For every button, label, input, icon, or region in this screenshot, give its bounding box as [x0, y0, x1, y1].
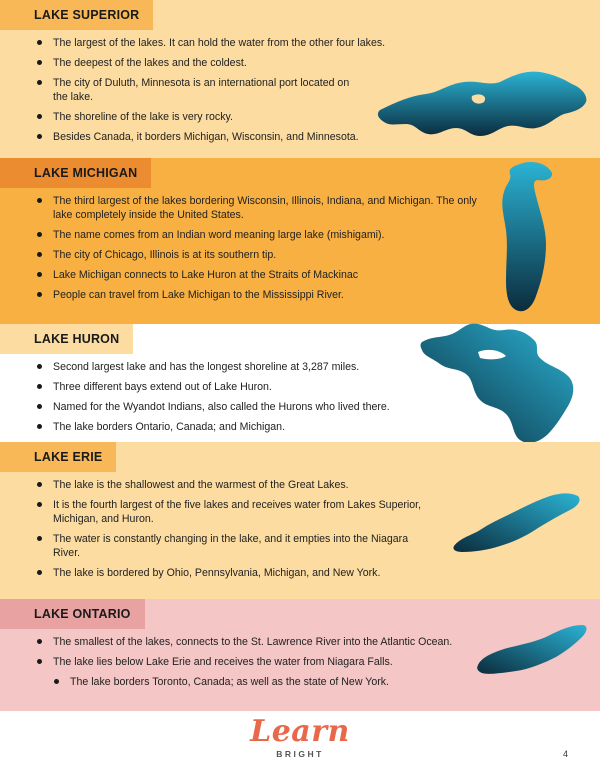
- list-item: The largest of the lakes. It can hold the water from the other four lakes.: [36, 36, 436, 50]
- page-number: 4: [562, 749, 568, 759]
- bullet-list: [36, 360, 436, 440]
- list-item: The city of Duluth, Minnesota is an international port located on the lake.: [36, 76, 353, 104]
- section-title: LAKE ERIE: [0, 442, 116, 472]
- list-item: People can travel from Lake Michigan to the Mississippi River.: [36, 288, 488, 302]
- bullet-list: [36, 194, 488, 308]
- list-item: Besides Canada, it borders Michigan, Wisconsin, and Minnesota.: [36, 130, 436, 144]
- list-item: The lake borders Ontario, Canada; and Michigan.: [36, 420, 436, 434]
- list-item: The lake is bordered by Ohio, Pennsylvania, Michigan, and New York.: [36, 566, 436, 580]
- section-lake-huron: [0, 324, 600, 442]
- list-item: The lake is the shallowest and the warmest of the Great Lakes.: [36, 478, 436, 492]
- section-lake-michigan: [0, 158, 600, 324]
- list-item: The name comes from an Indian word meaning large lake (mishigami).: [36, 228, 488, 242]
- section-lake-erie: [0, 442, 600, 599]
- bullet-list: [36, 635, 488, 695]
- list-item: Named for the Wyandot Indians, also called the Hurons who lived there.: [36, 400, 436, 414]
- section-lake-superior: [0, 0, 600, 158]
- logo-word: Learn: [250, 714, 350, 749]
- lake-michigan-map: [486, 158, 566, 316]
- lake-huron-map: [418, 318, 588, 450]
- list-item: The third largest of the lakes bordering Wisconsin, Illinois, Indiana, and Michigan. The only lake completely inside the United States.: [36, 194, 488, 222]
- list-item: Lake Michigan connects to Lake Huron at the Straits of Mackinac: [36, 268, 488, 282]
- logo-subtitle: BRIGHT: [276, 749, 324, 759]
- list-item: The shoreline of the lake is very rocky.: [36, 110, 436, 124]
- list-item: The lake borders Toronto, Canada; as well as the state of New York.: [53, 675, 488, 689]
- list-item: The water is constantly changing in the lake, and it empties into the Niagara River.: [36, 532, 436, 560]
- list-item: The lake lies below Lake Erie and receives the water from Niagara Falls.: [36, 655, 488, 669]
- bullet-list: [36, 478, 436, 586]
- lake-superior-map: [376, 66, 592, 142]
- list-item: The smallest of the lakes, connects to the St. Lawrence River into the Atlantic Ocean.: [36, 635, 488, 649]
- list-item: Three different bays extend out of Lake Huron.: [36, 380, 436, 394]
- learn-bright-logo: [248, 715, 352, 771]
- section-title: LAKE MICHIGAN: [0, 158, 151, 188]
- list-item: The city of Chicago, Illinois is at its southern tip.: [36, 248, 488, 262]
- section-title: LAKE HURON: [0, 324, 133, 354]
- list-item: The deepest of the lakes and the coldest.: [36, 56, 436, 70]
- list-item: Second largest lake and has the longest shoreline at 3,287 miles.: [36, 360, 436, 374]
- lake-erie-map: [450, 490, 584, 556]
- section-title: LAKE ONTARIO: [0, 599, 145, 629]
- list-item: It is the fourth largest of the five lakes and receives water from Lakes Superior, Michigan, and Huron.: [36, 498, 436, 526]
- page-footer: [0, 711, 600, 776]
- lake-ontario-map: [474, 621, 590, 677]
- section-title: LAKE SUPERIOR: [0, 0, 153, 30]
- section-lake-ontario: [0, 599, 600, 711]
